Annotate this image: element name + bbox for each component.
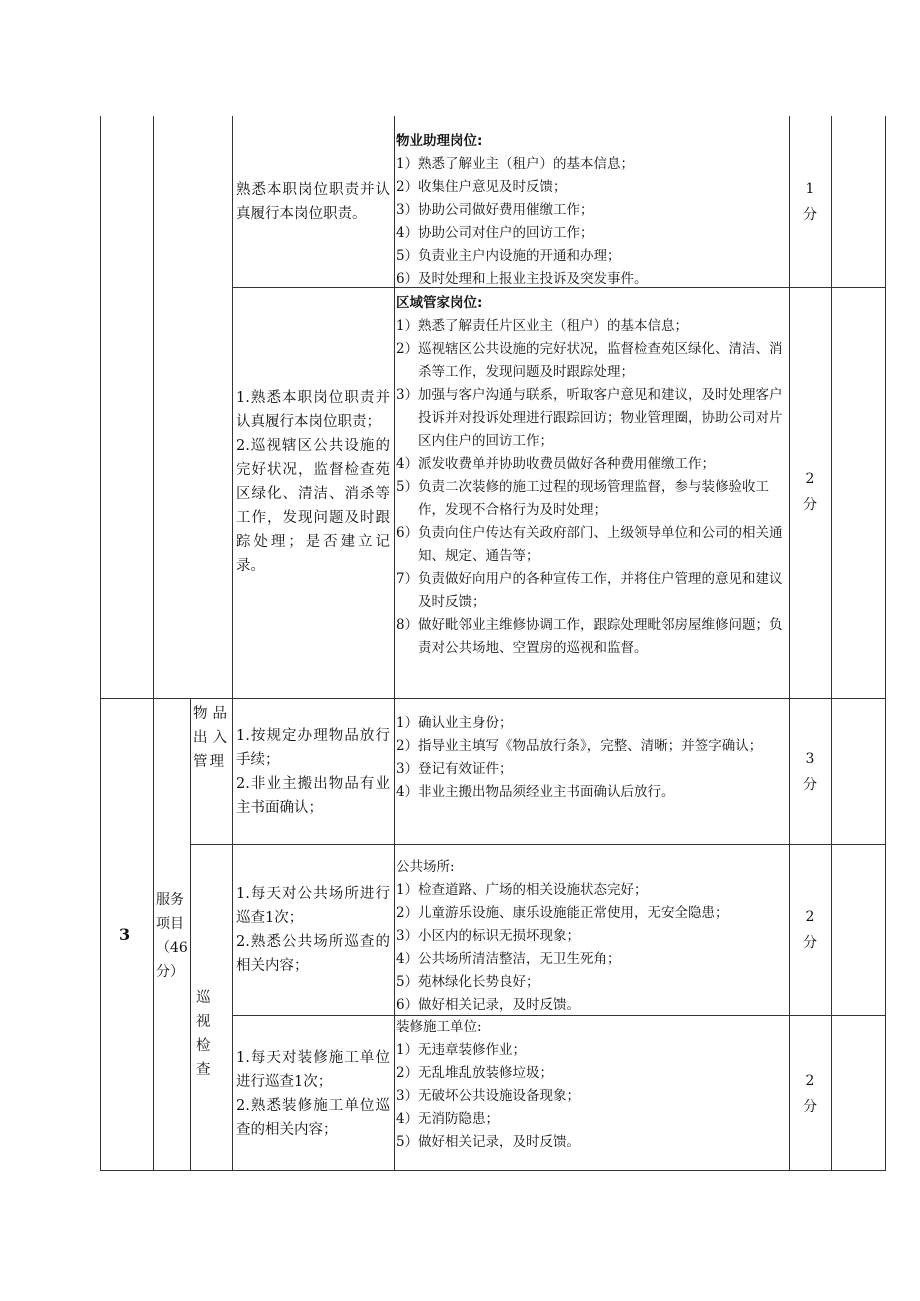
standard-steward — [396, 292, 786, 660]
requirement-patrol-public — [236, 882, 390, 978]
requirement-item: 2.熟悉公共场所巡查的相关内容； — [236, 934, 390, 974]
list-item: 3）无破坏公共设施设备现象； — [396, 1088, 580, 1104]
standard-patrol-decoration — [396, 1016, 786, 1154]
list-item: 5）做好相关记录，及时反馈。 — [396, 1134, 580, 1150]
list-item: 3）协助公司做好费用催缴工作； — [396, 202, 594, 218]
list-item: 6）及时处理和上报业主投诉及突发事件。 — [396, 271, 648, 287]
list-item: 3）登记有效证件； — [396, 761, 513, 777]
list-item: 6）做好相关记录，及时反馈。 — [396, 997, 580, 1013]
list-item: 4）无消防隐患； — [396, 1111, 499, 1127]
row-number: 3 — [119, 925, 131, 944]
col-divider-continued — [100, 116, 101, 698]
standard-head: 公共场所: — [396, 859, 455, 875]
list-item: 1）确认业主身份； — [396, 715, 513, 731]
standard-list — [396, 1039, 786, 1154]
list-item: 5）负责业主户内设施的开通和办理； — [396, 248, 621, 264]
standard-list — [396, 879, 786, 1017]
list-item: 2）巡视辖区公共设施的完好状况，监督检查苑区绿化、清洁、消杀等工作，发现问题及时跟踪处理； — [396, 341, 783, 380]
subcategory-goods: 物品出入管理 — [193, 706, 229, 770]
standard-assistant — [396, 130, 786, 291]
category-label: 服务 项目 （46 分） — [156, 892, 188, 980]
list-item: 1）熟悉了解责任片区业主（租户）的基本信息； — [396, 318, 688, 334]
col-divider-score — [831, 116, 832, 1170]
row-divider-2 — [100, 698, 886, 699]
requirement-item: 1.每天对装修施工单位进行巡查1次； — [236, 1050, 390, 1090]
standard-patrol-public — [396, 856, 786, 1017]
list-item: 4）派发收费单并协助收费员做好各种费用催缴工作； — [396, 456, 715, 472]
col-divider-requirement — [394, 116, 395, 1170]
row-divider-3 — [190, 844, 886, 845]
list-item: 4）协助公司对住户的回访工作； — [396, 225, 594, 241]
list-item: 2）无乱堆乱放装修垃圾； — [396, 1065, 553, 1081]
standard-head: 装修施工单位: — [396, 1019, 482, 1035]
list-item: 4）非业主搬出物品须经业主书面确认后放行。 — [396, 784, 675, 800]
list-item: 2）收集住户意见及时反馈； — [396, 179, 567, 195]
col-divider-num — [153, 116, 154, 1170]
requirement-item: 2.熟悉装修施工单位巡查的相关内容； — [236, 1098, 390, 1138]
list-item: 1）无违章装修作业； — [396, 1042, 526, 1058]
list-item: 5）负责二次装修的施工过程的现场管理监督，参与装修验收工作，发现不合格行为及时处理； — [396, 479, 769, 518]
list-item: 6）负责向住户传达有关政府部门、上级领导单位和公司的相关通知、规定、通告等； — [396, 525, 783, 564]
table-border-right — [885, 116, 886, 1170]
list-item: 5）苑林绿化长势良好； — [396, 974, 540, 990]
list-item: 1）熟悉了解业主（租户）的基本信息； — [396, 156, 634, 172]
col-divider-standard — [789, 116, 790, 1170]
score-steward: 2 分 — [803, 471, 817, 513]
standard-head: 物业助理岗位: — [396, 133, 483, 149]
standard-list — [396, 153, 786, 291]
requirement-item: 2.非业主搬出物品有业主书面确认； — [236, 776, 390, 816]
score-patrol-decoration: 2 分 — [803, 1073, 817, 1115]
table-border-left — [100, 698, 101, 1170]
col-divider-category — [190, 698, 191, 1170]
score-patrol-public: 2 分 — [803, 909, 817, 951]
list-item: 2）儿童游乐设施、康乐设施能正常使用，无安全隐患； — [396, 905, 729, 921]
standard-goods — [396, 712, 786, 804]
requirement-patrol-decoration — [236, 1046, 390, 1142]
standard-list — [396, 315, 786, 660]
requirement-assistant: 熟悉本职岗位职责并认真履行本岗位职责。 — [236, 182, 390, 222]
subcategory-patrol: 巡视检查 — [196, 990, 213, 1078]
list-item: 1）检查道路、广场的相关设施状态完好； — [396, 882, 648, 898]
list-item: 3）小区内的标识无损坏现象； — [396, 928, 580, 944]
requirement-item: 2.巡视辖区公共设施的完好状况，监督检查苑区绿化、清洁、消杀等工作，发现问题及时跟踪处理；是否建立记录。 — [236, 438, 390, 574]
list-item: 4）公共场所清洁整洁，无卫生死角； — [396, 951, 621, 967]
list-item: 2）指导业主填写《物品放行条》，完整、清晰；并签字确认； — [396, 738, 763, 754]
list-item: 8）做好毗邻业主维修协调工作，跟踪处理毗邻房屋维修问题；负责对公共场地、空置房的巡视和监督。 — [396, 617, 783, 656]
requirement-steward — [236, 386, 390, 578]
standard-head: 区域管家岗位: — [396, 295, 483, 311]
score-assistant: 1 分 — [803, 181, 817, 223]
requirement-item: 1.每天对公共场所进行巡查1次； — [236, 886, 390, 926]
standard-list — [396, 712, 786, 804]
requirement-item: 1.熟悉本职岗位职责并认真履行本岗位职责； — [236, 390, 390, 430]
score-goods: 3 分 — [803, 751, 817, 793]
requirement-goods — [236, 724, 390, 820]
table-border-bottom — [100, 1170, 886, 1171]
list-item: 7）负责做好向用户的各种宣传工作，并将住户管理的意见和建议及时反馈； — [396, 571, 783, 610]
list-item: 3）加强与客户沟通与联系，听取客户意见和建议，及时处理客户投诉并对投诉处理进行跟踪回访；物业管理圈，协助公司对片区内住户的回访工作； — [396, 387, 783, 449]
col-divider-sub — [232, 116, 233, 1170]
requirement-item: 1.按规定办理物品放行手续； — [236, 728, 390, 768]
